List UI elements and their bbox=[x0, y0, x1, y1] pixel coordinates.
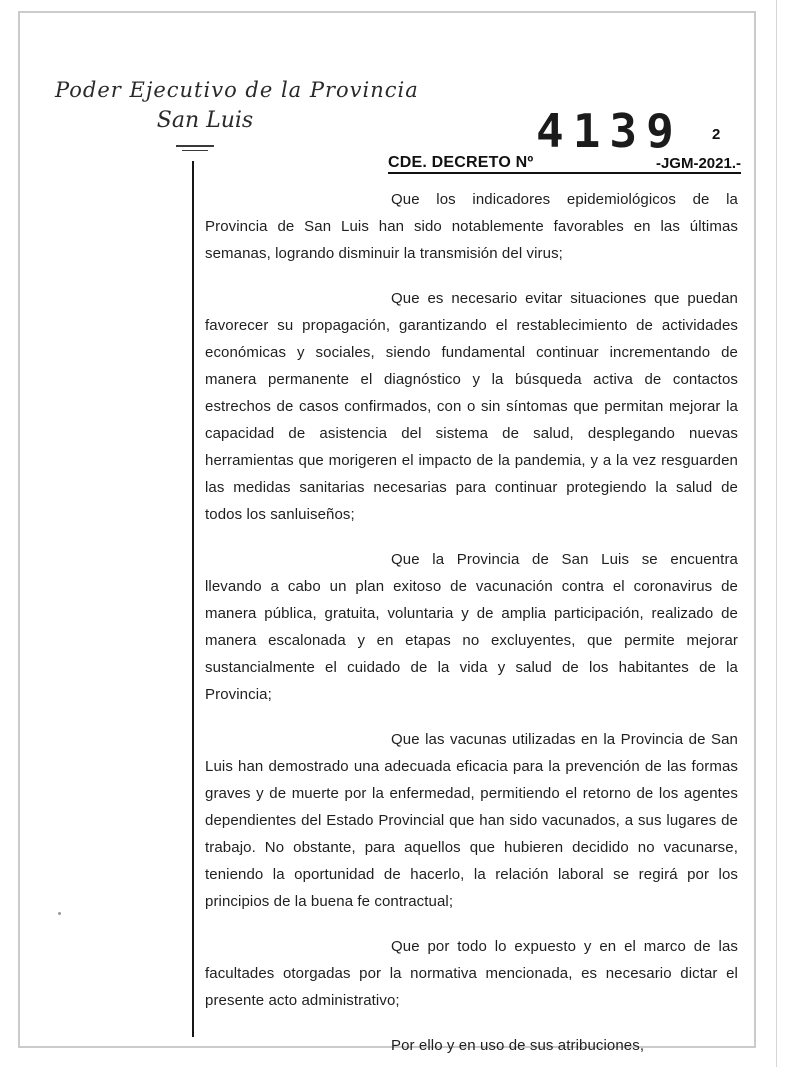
decree-body bbox=[205, 186, 738, 1059]
paragraph-considerando-2: Que es necesario evitar situaciones que puedan favorecer su propagación, garantizando el restablecimiento de actividades económicas y sociales, siendo fundamental continuar incrementando de manera permanente el diagnóstico y la búsqueda activa de contactos estrechos de casos confirmados, con o sin síntomas que permitan mejorar la capacidad de asistencia del sistema de salud, desplegando nuevas herramientas que morigeren el impacto de la pandemia, y a la vez resguarden las medidas sanitarias necesarias para continuar protegiendo la salud de todos los sanluiseños; bbox=[205, 290, 738, 523]
decree-label: CDE. DECRETO Nº bbox=[388, 154, 534, 171]
letterhead-line1: Poder Ejecutivo de la Provincia bbox=[55, 78, 419, 102]
page-number: 2 bbox=[712, 126, 721, 143]
scan-edge-line bbox=[776, 0, 777, 1067]
scan-speck-artifact bbox=[58, 912, 61, 915]
letterhead-flourish bbox=[176, 145, 214, 151]
left-margin-rule bbox=[192, 161, 194, 1037]
paragraph-considerando-4: Que las vacunas utilizadas en la Provincia de San Luis han demostrado una adecuada eficacia para la prevención de las formas graves y de muerte por la enfermedad, permitiendo el retorno de los agentes dependientes del Estado Provincial que han sido vacunados, a sus lugares de trabajo. No obstante, para aquellos que hubieren decidido no vacunarse, teniendo la oportunidad de hacerlo, la relación laboral se regirá por los principios de la buena fe contractual; bbox=[205, 731, 738, 910]
letterhead-line2: San Luis bbox=[156, 108, 254, 133]
paragraph-considerando-1: Que los indicadores epidemiológicos de la Provincia de San Luis han sido notablemente favorables en las últimas semanas, logrando disminuir la transmisión del virus; bbox=[205, 191, 738, 262]
paragraph-considerando-3: Que la Provincia de San Luis se encuentra llevando a cabo un plan exitoso de vacunación contra el coronavirus de manera pública, gratuita, voluntaria y de amplia participación, realizado de manera escalonada y en etapas no excluyentes, que permite mejorar sustancialmente el cuidado de la vida y salud de los habitantes de la Provincia; bbox=[205, 551, 738, 703]
paragraph-considerando-5: Que por todo lo expuesto y en el marco de las facultades otorgadas por la normativa mencionada, es necesario dictar el presente acto administrativo; bbox=[205, 938, 738, 1009]
letterhead bbox=[55, 78, 419, 133]
paragraph-por-ello: Por ello y en uso de sus atribuciones, bbox=[391, 1037, 645, 1054]
decree-reference-line bbox=[388, 148, 741, 174]
decree-suffix: -JGM-2021.- bbox=[655, 155, 741, 172]
decree-number-stamp: 4139 bbox=[536, 104, 683, 158]
